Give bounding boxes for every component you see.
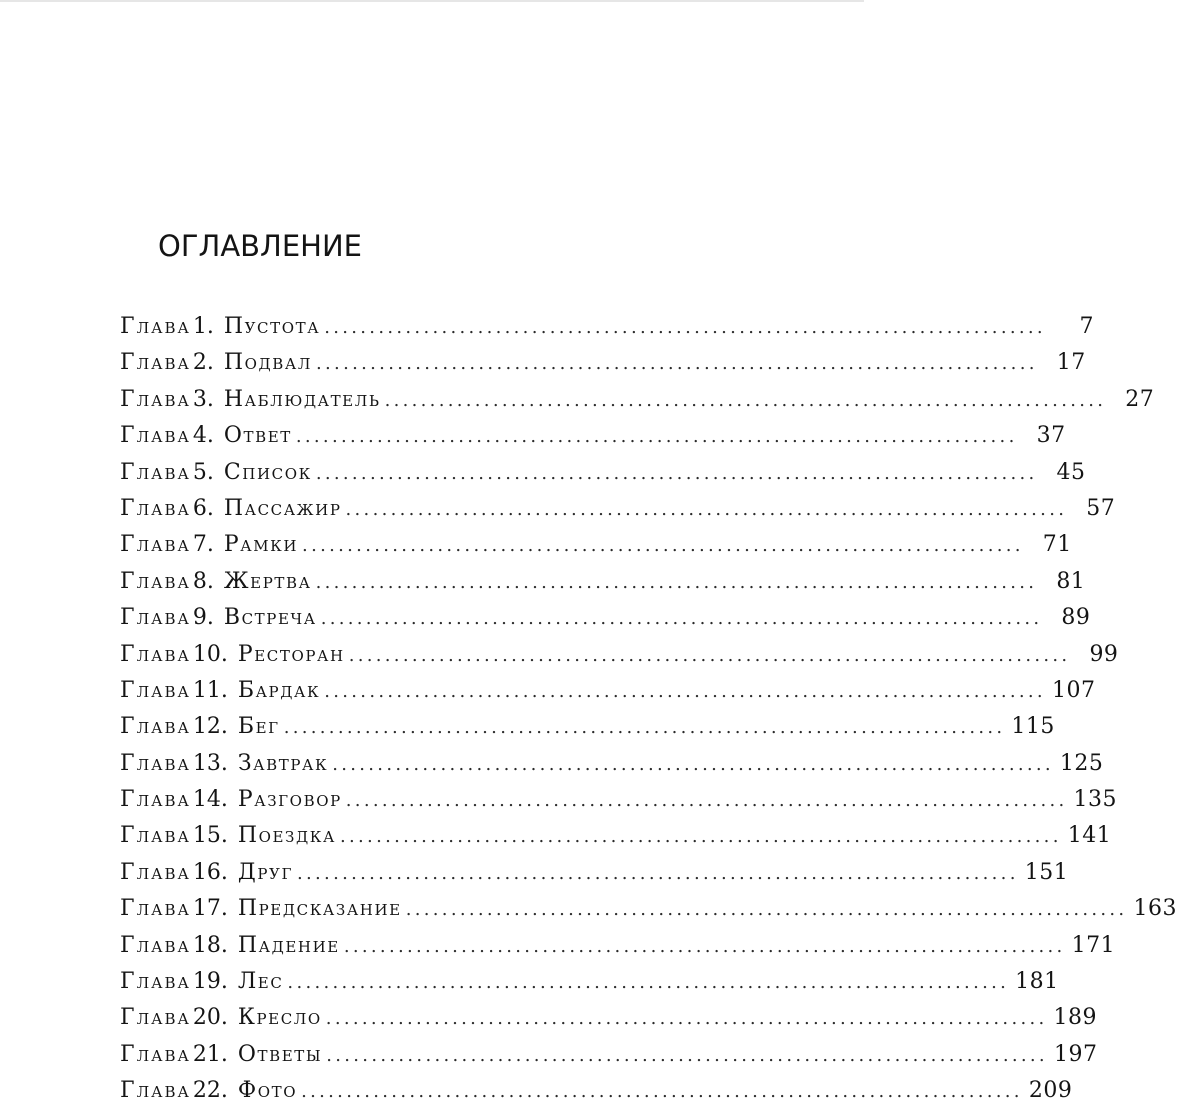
dot-leader: ................................................................................ [287,972,1010,994]
dot-leader: ................................................................................ [345,790,1068,812]
chapter-prefix: Глава [120,1078,191,1104]
chapter-number: 8. [192,568,214,594]
page-number: 197 [1053,1041,1098,1067]
toc-entry [120,673,1096,709]
chapter-prefix: Глава [120,423,191,449]
page-number: 99 [1089,641,1119,667]
page-number: 57 [1086,495,1116,521]
dot-leader: ................................................................................ [348,644,1071,666]
chapter-title: Ресторан [237,641,345,667]
toc-entry [120,418,1066,454]
chapter-title: Бардак [237,677,321,703]
chapter-number: 6. [192,495,214,521]
toc-entry [120,1037,1098,1073]
chapter-title: Жертва [223,568,312,594]
chapter-number: 7. [192,532,214,558]
dot-leader: ................................................................................ [325,1008,1048,1030]
page-number: 151 [1024,859,1069,885]
toc-entry [120,309,1094,345]
toc-entry [120,709,1055,745]
chapter-number: 1. [192,314,214,339]
chapter-number: 10. [192,641,228,667]
chapter-number: 4. [192,423,214,449]
dot-leader: ................................................................................ [345,498,1068,520]
chapter-prefix: Глава [120,386,191,412]
dot-leader: ................................................................................ [316,353,1038,375]
dot-leader: ................................................................................ [339,826,1062,848]
chapter-title: Кресло [237,1005,322,1031]
chapter-prefix: Глава [120,314,191,339]
chapter-title: Встреча [223,605,317,631]
page-number: 37 [1036,423,1066,449]
chapter-number: 5. [192,459,214,485]
page-number: 45 [1056,459,1086,485]
chapter-number: 21. [192,1041,228,1067]
page-number: 189 [1053,1005,1098,1031]
page-number: 125 [1059,750,1104,776]
chapter-number: 3. [192,386,214,412]
toc-entry [120,964,1059,1000]
dot-leader: ................................................................................ [315,462,1038,484]
toc-entry [120,637,1119,673]
chapter-prefix: Глава [120,350,191,376]
chapter-prefix: Глава [120,787,191,813]
chapter-title: Друг [237,859,293,885]
toc-entry [120,345,1086,381]
chapter-prefix: Глава [120,459,191,485]
chapter-number: 14. [192,787,228,813]
chapter-title: Падение [237,932,340,958]
chapter-title: Бег [237,714,280,740]
chapter-number: 17. [192,896,228,922]
chapter-title: Пустота [223,314,321,339]
page-number: 135 [1073,787,1118,813]
chapter-title: Ответ [223,423,292,449]
chapter-number: 20. [192,1005,228,1031]
toc-entry [120,564,1086,600]
dot-leader: ................................................................................ [295,426,1018,448]
toc-entry [120,455,1086,491]
dot-leader: ................................................................................ [296,862,1019,884]
chapter-title: Предсказание [237,896,402,922]
page-number: 171 [1071,932,1116,958]
chapter-prefix: Глава [120,605,191,631]
chapter-number: 13. [192,750,228,776]
chapter-prefix: Глава [120,641,191,667]
toc-entry [120,891,1177,927]
chapter-title: Пассажир [223,495,342,521]
chapter-title: Наблюдатель [223,386,381,412]
chapter-number: 22. [192,1078,228,1104]
chapter-title: Завтрак [237,750,329,776]
chapter-prefix: Глава [120,568,191,594]
chapter-title: Поездка [237,823,336,849]
page-number: 7 [1079,314,1094,339]
toc-entry [120,818,1112,854]
chapter-title: Подвал [223,350,313,376]
dot-leader: ................................................................................ [320,608,1043,630]
chapter-prefix: Глава [120,750,191,776]
chapter-prefix: Глава [120,714,191,740]
chapter-number: 9. [192,605,214,631]
dot-leader: ................................................................................ [315,571,1038,593]
dot-leader: ................................................................................ [343,935,1066,957]
page-number: 163 [1133,896,1177,922]
dot-leader: ................................................................................ [324,680,1046,702]
chapter-title: Фото [237,1078,298,1104]
page-number: 181 [1015,969,1059,995]
page-number: 81 [1056,568,1086,594]
chapter-prefix: Глава [120,859,191,885]
chapter-number: 12. [192,714,228,740]
chapter-number: 19. [192,969,228,995]
toc-entry [120,928,1116,964]
chapter-prefix: Глава [120,532,191,558]
chapter-title: Ответы [237,1041,323,1067]
chapter-number: 18. [192,932,228,958]
toc-entry [120,600,1091,636]
chapter-title: Список [223,459,312,485]
page-number: 141 [1067,823,1112,849]
toc-entry [120,382,1155,418]
chapter-number: 15. [192,823,228,849]
dot-leader: ................................................................................ [302,535,1024,557]
dot-leader: ................................................................................ [324,317,1046,338]
chapter-title: Разговор [237,787,342,813]
toc-entry [120,491,1116,527]
chapter-prefix: Глава [120,823,191,849]
toc-entry [120,527,1072,563]
page-top-edge [0,0,864,2]
chapter-prefix: Глава [120,932,191,958]
dot-leader: ................................................................................ [301,1081,1023,1103]
dot-leader: ................................................................................ [405,899,1128,921]
chapter-prefix: Глава [120,677,191,703]
chapter-number: 2. [192,350,214,376]
chapter-title: Лес [237,969,284,995]
dot-leader: ................................................................................ [332,753,1054,775]
toc-heading: ОГЛАВЛЕНИЕ [158,229,363,263]
toc-entry [120,855,1069,891]
dot-leader: ................................................................................ [283,717,1006,739]
page-number: 107 [1051,677,1096,703]
chapter-prefix: Глава [120,1041,191,1067]
chapter-title: Рамки [223,532,299,558]
chapter-prefix: Глава [120,896,191,922]
toc-list [120,309,1177,1110]
chapter-number: 11. [192,677,228,703]
page-number: 115 [1011,714,1055,740]
chapter-prefix: Глава [120,1005,191,1031]
dot-leader: ................................................................................ [326,1044,1048,1066]
dot-leader: ................................................................................ [384,389,1107,411]
page-number: 89 [1061,605,1091,631]
toc-entry [120,1000,1098,1036]
chapter-prefix: Глава [120,969,191,995]
page-number: 71 [1042,532,1072,558]
toc-entry [120,746,1104,782]
chapter-prefix: Глава [120,495,191,521]
page-number: 17 [1056,350,1086,376]
chapter-number: 16. [192,859,228,885]
toc-entry [120,782,1118,818]
toc-entry [120,1073,1073,1109]
page-number: 209 [1028,1078,1073,1104]
page-number: 27 [1125,386,1155,412]
